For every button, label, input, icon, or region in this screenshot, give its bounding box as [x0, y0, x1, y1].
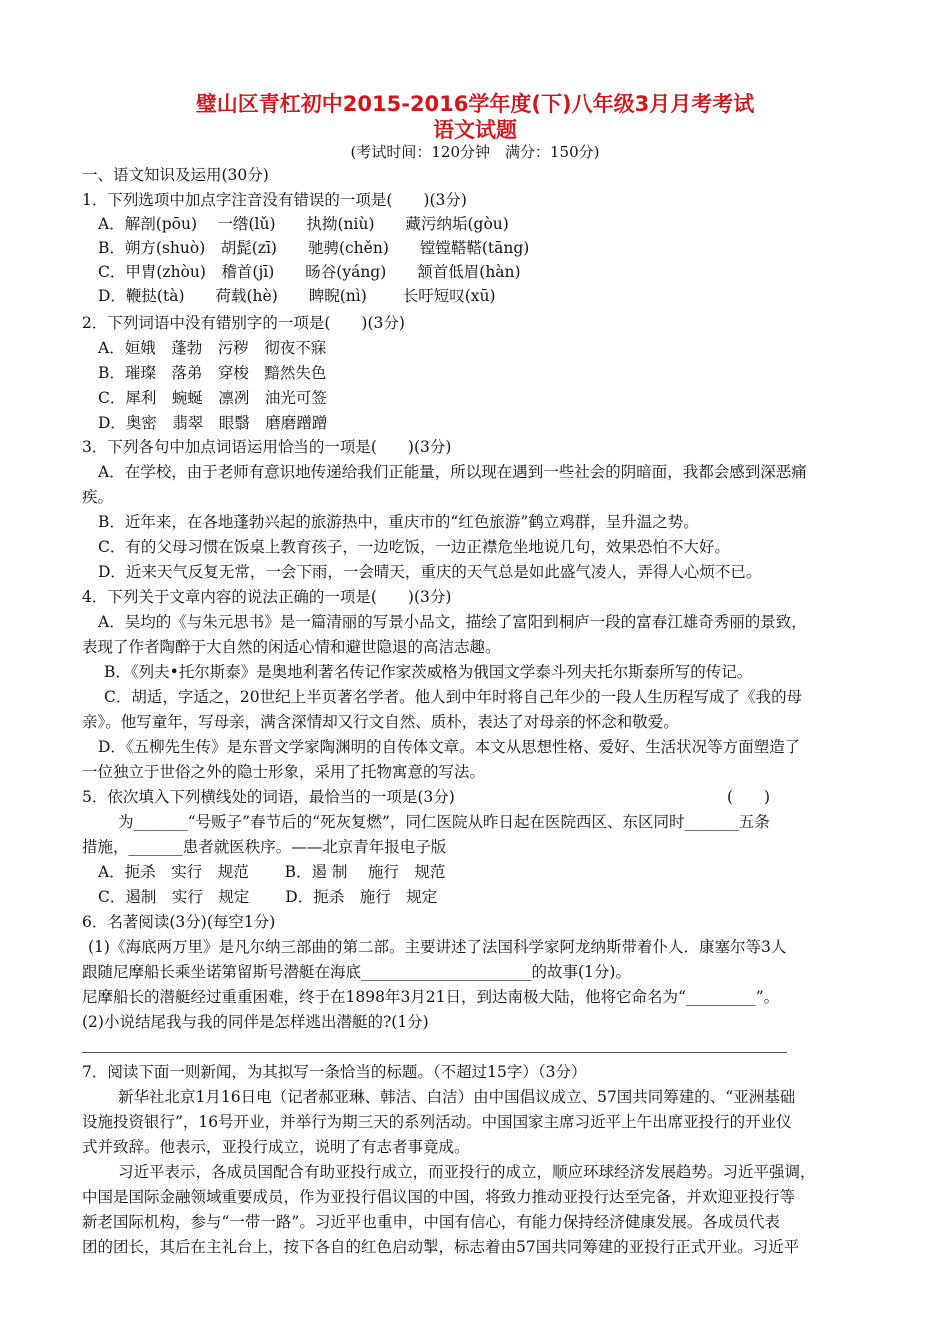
q4-option-d-line1: D．《五柳先生传》是东晋文学家陶渊明的自传体文章。本文从思想性格、爱好、生活状况等方面塑造了: [98, 738, 801, 756]
q3-option-b: B．近年来，在各地蓬勃兴起的旅游热中，重庆市的“红色旅游”鹤立鸡群，呈升温之势。: [98, 513, 699, 531]
q5-stem: 5．依次填入下列横线处的词语，最恰当的一项是(3分): [82, 788, 455, 806]
q3-stem: 3．下列各句中加点词语运用恰当的一项是( )(3分): [82, 438, 452, 456]
q4-option-a-line2: 表现了作者陶醉于大自然的闲适心情和避世隐退的高洁志趣。: [82, 638, 501, 656]
q7-stem: 7．阅读下面一则新闻，为其拟写一条恰当的标题。（不超过15字）（3分）: [82, 1063, 587, 1081]
q7-news-line5: 中国是国际金融领域重要成员，作为亚投行倡议国的中国，将致力推动亚投行达至完备，并欢迎亚投行等: [82, 1188, 796, 1206]
exam-subject-title: 语文试题: [433, 118, 517, 142]
q6-part1-line2: 跟随尼摩船长乘坐诺第留斯号潜艇在海底______________________的故事(1分)。: [82, 963, 631, 981]
q2-option-c: C．犀利 蜿蜒 凛冽 油光可签: [98, 389, 327, 407]
q2-option-d: D．奥密 翡翠 眼翳 磨磨蹭蹭: [98, 414, 328, 432]
q4-option-d-line2: 一位独立于世俗之外的隐士形象，采用了托物寓意的写法。: [82, 763, 486, 781]
q1-stem: 1．下列选项中加点字注音没有错误的一项是( )(3分): [82, 191, 467, 209]
q3-option-a-line2: 疾。: [82, 488, 114, 506]
q4-option-b: B．《列夫•托尔斯泰》是奥地利著名传记作家茨威格为俄国文学泰斗列夫托尔斯泰所写的传记。: [104, 663, 753, 681]
q5-passage-line1: 为_______“号贩子”春节后的“死灰复燃”，同仁医院从昨日起在医院西区、东区同时_______五条: [118, 813, 770, 831]
q5-answer-paren: ( ): [727, 788, 771, 806]
q2-option-a: A．姮娥 蓬勃 污秽 彻夜不寐: [98, 339, 327, 357]
exam-info: (考试时间：120分钟 满分：150分): [350, 143, 600, 161]
q7-news-line1: 新华社北京1月16日电（记者郝亚琳、韩洁、白洁）由中国倡议成立、57国共同筹建的、“亚洲基础: [118, 1088, 796, 1106]
q2-option-b: B．璀璨 落弟 穿梭 黯然失色: [98, 364, 327, 382]
section-heading: 一、语文知识及运用(30分): [82, 166, 269, 184]
q7-news-line3: 式并致辞。他表示，亚投行成立，说明了有志者事竟成。: [82, 1138, 470, 1156]
q6-part1-line3: 尼摩船长的潜艇经过重重困难，终于在1898年3月21日，到达南极大陆，他将它命名为“_________”。: [82, 988, 780, 1006]
q5-options-row1: A．扼杀 实行 规范 B．遏 制 施行 规范: [98, 863, 446, 881]
exam-title: 璧山区青杠初中2015-2016学年度(下)八年级3月月考考试: [195, 92, 755, 116]
q4-option-c-line1: C．胡适，字适之，20世纪上半页著名学者。他人到中年时将自己年少的一段人生历程写成了《我的母: [104, 688, 803, 706]
q1-option-b: B．朔方(shuò) 胡髭(zī) 驰骋(chěn) 镗镗鞳鞳(tāng): [98, 239, 530, 257]
q6-stem: 6．名著阅读(3分)(每空1分): [82, 913, 276, 931]
q5-passage-line2: 措施，_______患者就医秩序。——北京青年报电子版: [82, 838, 447, 856]
q3-option-d: D．近来天气反复无常，一会下雨，一会晴天，重庆的天气总是如此盛气凌人，弄得人心烦不已。: [98, 563, 762, 581]
q5-options-row2: C．遏制 实行 规定 D．扼杀 施行 规定: [98, 888, 438, 906]
q4-option-c-line2: 亲》。他写童年，写母亲，满含深情却又行文自然、质朴，表达了对母亲的怀念和敬爱。: [82, 713, 679, 731]
q1-option-c: C．甲胄(zhòu) 稽首(jī) 旸谷(yáng) 颔首低眉(hàn): [98, 263, 521, 281]
q3-option-a-line1: A．在学校，由于老师有意识地传递给我们正能量，所以现在遇到一些社会的阴暗面，我都会感到深恶痛: [98, 463, 807, 481]
q6-part2: (2)小说结尾我与我的同伴是怎样逃出潜艇的?(1分): [82, 1013, 429, 1031]
q3-option-c: C．有的父母习惯在饭桌上教育孩子，一边吃饭，一边正襟危坐地说几句，效果恐怕不大好。: [98, 538, 730, 556]
q1-option-a: A．解剖(pōu) 一绺(lǔ) 执拗(niù) 藏污纳垢(gòu): [98, 215, 509, 233]
q7-news-line7: 团的团长，其后在主礼台上，按下各自的红色启动掣，标志着由57国共同筹建的亚投行正式开业。习近平: [82, 1238, 800, 1256]
q7-news-line6: 新老国际机构，参与“一带一路”。习近平也重申，中国有信心，有能力保持经济健康发展。各成员代表: [82, 1213, 780, 1231]
q2-stem: 2．下列词语中没有错别字的一项是( )(3分): [82, 314, 405, 332]
q4-option-a-line1: A．吴均的《与朱元思书》是一篇清丽的写景小品文，描绘了富阳到桐庐一段的富春江雄奇秀丽的景致，: [98, 613, 807, 631]
q4-stem: 4．下列关于文章内容的说法正确的一项是( )(3分): [82, 588, 452, 606]
answer-line: [82, 1052, 787, 1053]
q7-news-line2: 设施投资银行”，16号开业，并举行为期三天的系列活动。中国国家主席习近平上午出席亚投行的开业仪: [82, 1113, 792, 1131]
q6-part1-line1: (1)《海底两万里》是凡尔纳三部曲的第二部。主要讲述了法国科学家阿龙纳斯带着仆人．康塞尔等3人: [88, 938, 787, 956]
q1-option-d: D．鞭挞(tà) 荷载(hè) 睥睨(nì) 长吁短叹(xū): [98, 287, 496, 305]
q7-news-line4: 习近平表示，各成员国配合有助亚投行成立，而亚投行的成立，顺应环球经济发展趋势。习近平强调，: [118, 1163, 816, 1181]
